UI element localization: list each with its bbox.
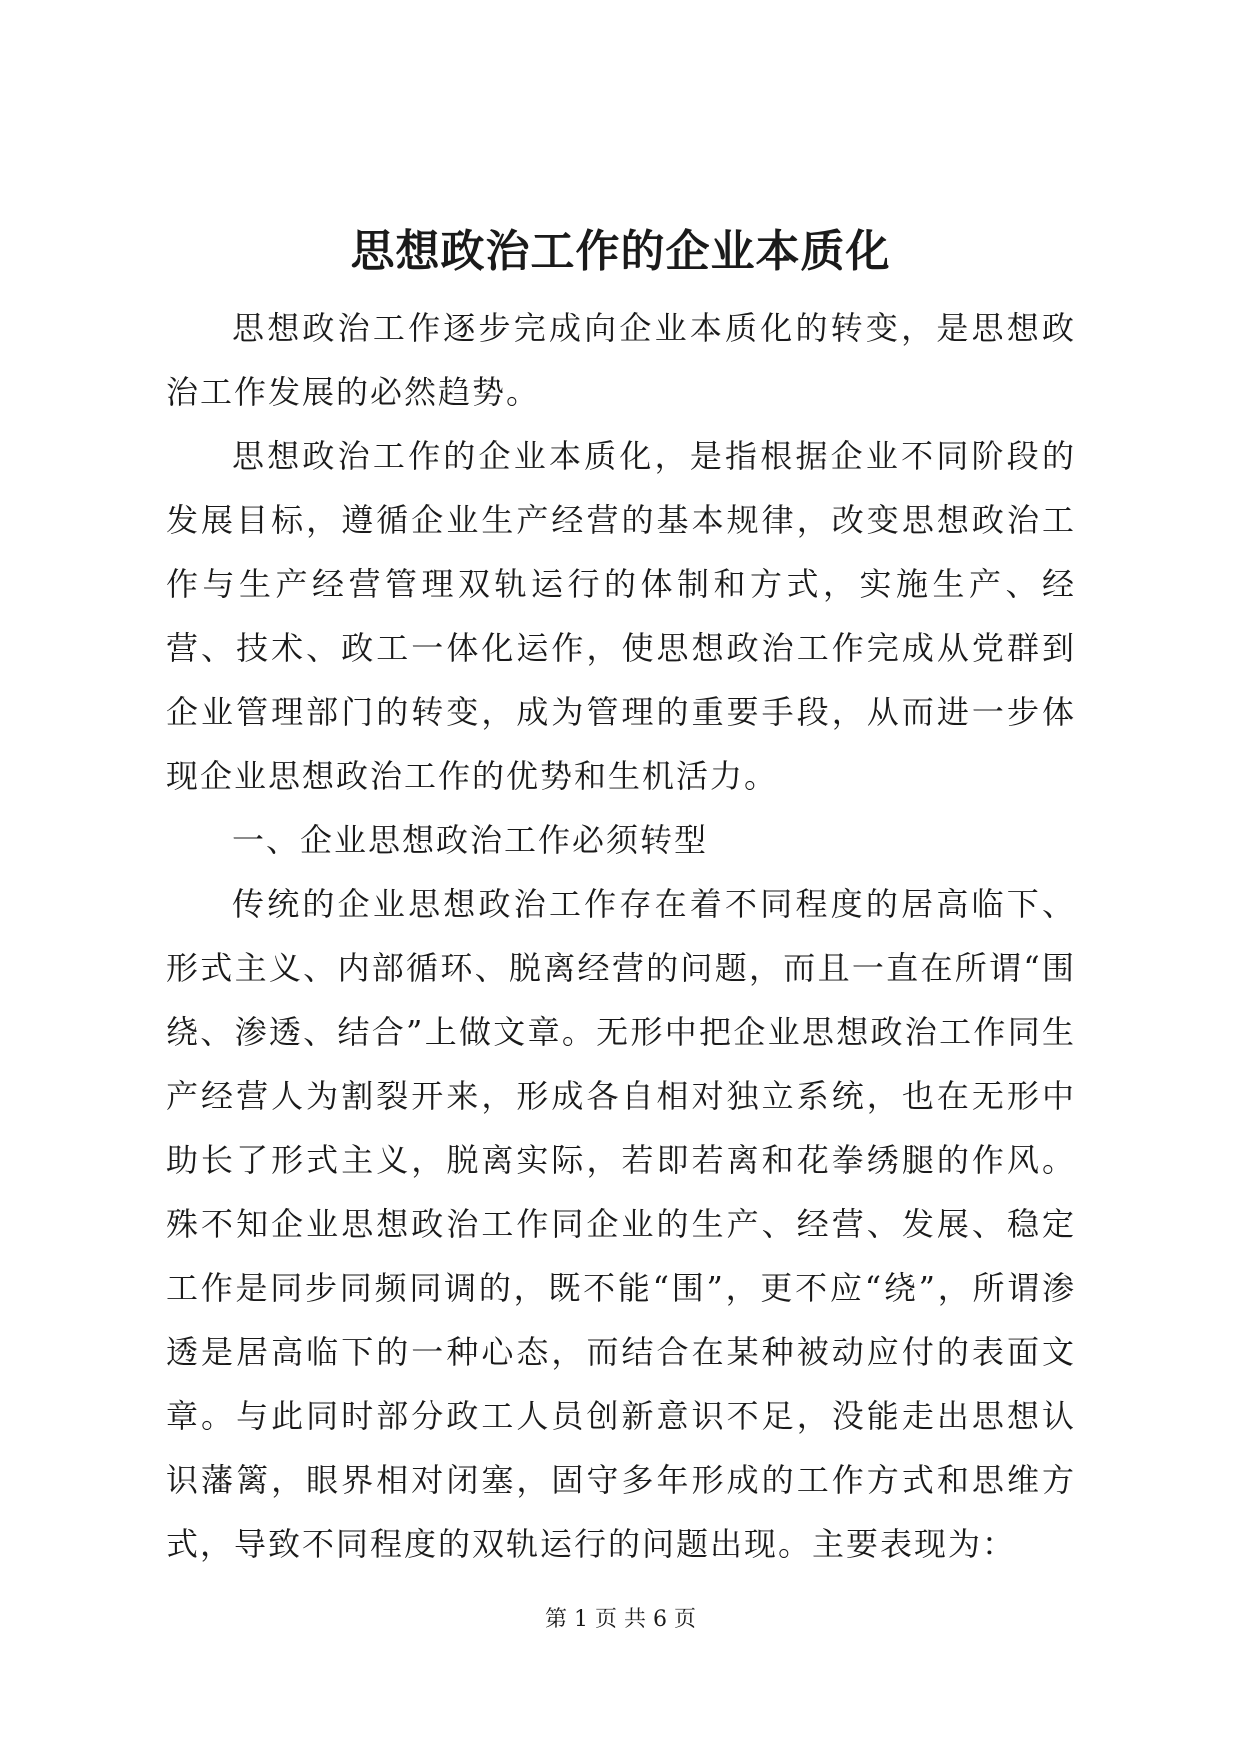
- page-number-footer: 第 1 页 共 6 页: [545, 1607, 696, 1632]
- document-body: [166, 296, 1076, 1576]
- section-heading: 一、企业思想政治工作必须转型: [232, 821, 709, 859]
- paragraph-definition: 思想政治工作的企业本质化，是指根据企业不同阶段的发展目标，遵循企业生产经营的基本规律，改变思想政治工作与生产经营管理双轨运行的体制和方式，实施生产、经营、技术、政工一体化运作，使思想政治工作完成从党群到企业管理部门的转变，成为管理的重要手段，从而进一步体现企业思想政治工作的优势和生机活力。: [166, 437, 1076, 795]
- document-title: 思想政治工作的企业本质化: [350, 226, 891, 277]
- paragraph-section-body: 传统的企业思想政治工作存在着不同程度的居高临下、形式主义、内部循环、脱离经营的问题，而且一直在所谓“围绕、渗透、结合”上做文章。无形中把企业思想政治工作同生产经营人为割裂开来，形成各自相对独立系统，也在无形中助长了形式主义，脱离实际，若即若离和花拳绣腿的作风。殊不知企业思想政治工作同企业的生产、经营、发展、稳定工作是同步同频同调的，既不能“围”，更不应“绕”，所谓渗透是居高临下的一种心态，而结合在某种被动应付的表面文章。与此同时部分政工人员创新意识不足，没能走出思想认识藩篱，眼界相对闭塞，固守多年形成的工作方式和思维方式，导致不同程度的双轨运行的问题出现。主要表现为：: [166, 885, 1076, 1563]
- paragraph-intro: 思想政治工作逐步完成向企业本质化的转变，是思想政治工作发展的必然趋势。: [166, 309, 1076, 411]
